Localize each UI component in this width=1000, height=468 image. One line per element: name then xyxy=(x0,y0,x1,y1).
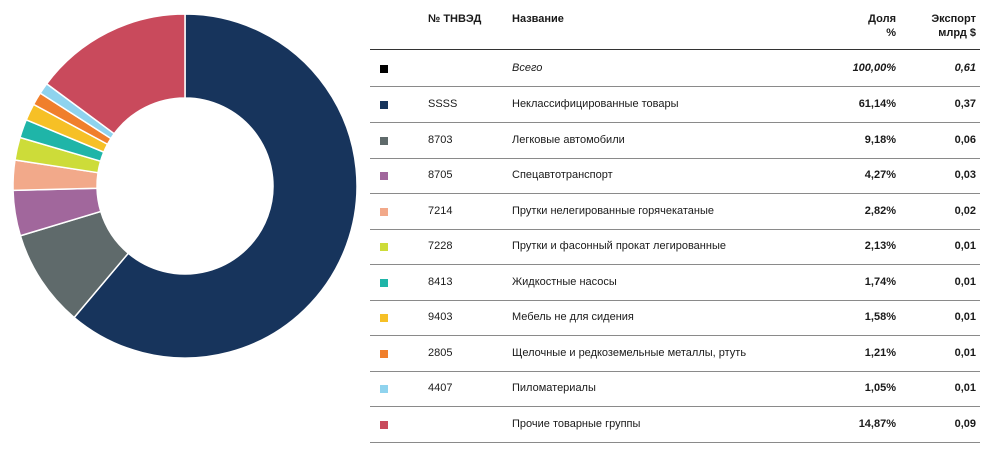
export-table xyxy=(370,0,980,468)
donut-chart-area xyxy=(0,0,370,468)
legend-swatch xyxy=(380,101,388,109)
row-export: 0,01 xyxy=(954,275,976,288)
table-row xyxy=(370,194,980,230)
row-export: 0,61 xyxy=(954,62,976,74)
row-name: Прутки и фасонный прокат легированные xyxy=(512,240,726,252)
row-code: 7214 xyxy=(428,204,453,217)
legend-swatch xyxy=(380,350,388,358)
table-row xyxy=(370,123,980,159)
legend-swatch xyxy=(380,243,388,251)
legend-swatch xyxy=(380,385,388,393)
row-share: 14,87% xyxy=(858,417,896,430)
row-export: 0,01 xyxy=(954,311,976,323)
legend-swatch xyxy=(380,208,388,216)
row-code: 7228 xyxy=(428,240,453,252)
legend-swatch xyxy=(380,137,388,145)
row-name: Легковые автомобили xyxy=(512,133,625,146)
table-row-total xyxy=(370,51,980,87)
table-row xyxy=(370,158,980,194)
legend-swatch xyxy=(380,172,388,180)
row-code: 2805 xyxy=(428,346,453,359)
row-share: 100,00% xyxy=(852,62,896,74)
row-code: 8413 xyxy=(428,275,453,288)
row-share: 1,05% xyxy=(864,382,896,394)
row-code: 8705 xyxy=(428,169,453,181)
legend-swatch xyxy=(380,421,388,429)
header-code: № ТНВЭД xyxy=(428,13,482,25)
table-row xyxy=(370,336,980,372)
row-name: Прутки нелегированные горячекатаные xyxy=(512,204,715,217)
table-row xyxy=(370,407,980,443)
table-row xyxy=(370,87,980,123)
row-share: 2,82% xyxy=(864,204,896,217)
donut-chart xyxy=(0,0,370,468)
row-code: 4407 xyxy=(428,382,453,394)
header-export-line1: Экспорт xyxy=(931,13,976,25)
row-name: Всего xyxy=(512,62,543,74)
row-name: Щелочные и редкоземельные металлы, ртуть xyxy=(512,346,747,359)
row-share: 2,13% xyxy=(864,240,896,252)
row-share: 1,74% xyxy=(864,275,896,288)
row-name: Мебель не для сидения xyxy=(512,311,634,323)
legend-swatch-total xyxy=(380,65,388,73)
row-divider xyxy=(370,442,980,443)
row-share: 61,14% xyxy=(858,98,896,110)
row-export: 0,02 xyxy=(954,204,976,217)
row-export: 0,01 xyxy=(954,240,976,252)
header-share-line1: Доля xyxy=(868,13,896,25)
header-share-line2: % xyxy=(886,27,896,39)
table-row xyxy=(370,300,980,336)
row-code: 9403 xyxy=(428,311,453,323)
row-share: 1,58% xyxy=(864,311,896,323)
legend-swatch xyxy=(380,279,388,287)
row-name: Прочие товарные группы xyxy=(512,417,641,430)
row-code: SSSS xyxy=(428,98,458,110)
header-divider xyxy=(370,49,980,50)
row-export: 0,06 xyxy=(954,133,976,146)
row-share: 9,18% xyxy=(864,133,896,146)
header-share xyxy=(816,12,896,40)
table-row xyxy=(370,265,980,301)
table-row xyxy=(370,229,980,265)
row-name: Спецавтотранспорт xyxy=(512,169,613,181)
row-name: Жидкостные насосы xyxy=(512,275,617,288)
header-name: Название xyxy=(512,13,564,25)
row-name: Пиломатериалы xyxy=(512,382,596,394)
row-share: 4,27% xyxy=(864,169,896,181)
row-export: 0,01 xyxy=(954,382,976,394)
row-share: 1,21% xyxy=(864,346,896,359)
row-export: 0,03 xyxy=(954,169,976,181)
row-export: 0,01 xyxy=(954,346,976,359)
row-name: Неклассифицированные товары xyxy=(512,98,679,110)
header-export-line2: млрд $ xyxy=(938,27,976,39)
row-export: 0,09 xyxy=(954,417,976,430)
table-row xyxy=(370,371,980,407)
legend-swatch xyxy=(380,314,388,322)
header-export xyxy=(906,12,976,40)
row-export: 0,37 xyxy=(954,98,976,110)
row-code: 8703 xyxy=(428,133,453,146)
